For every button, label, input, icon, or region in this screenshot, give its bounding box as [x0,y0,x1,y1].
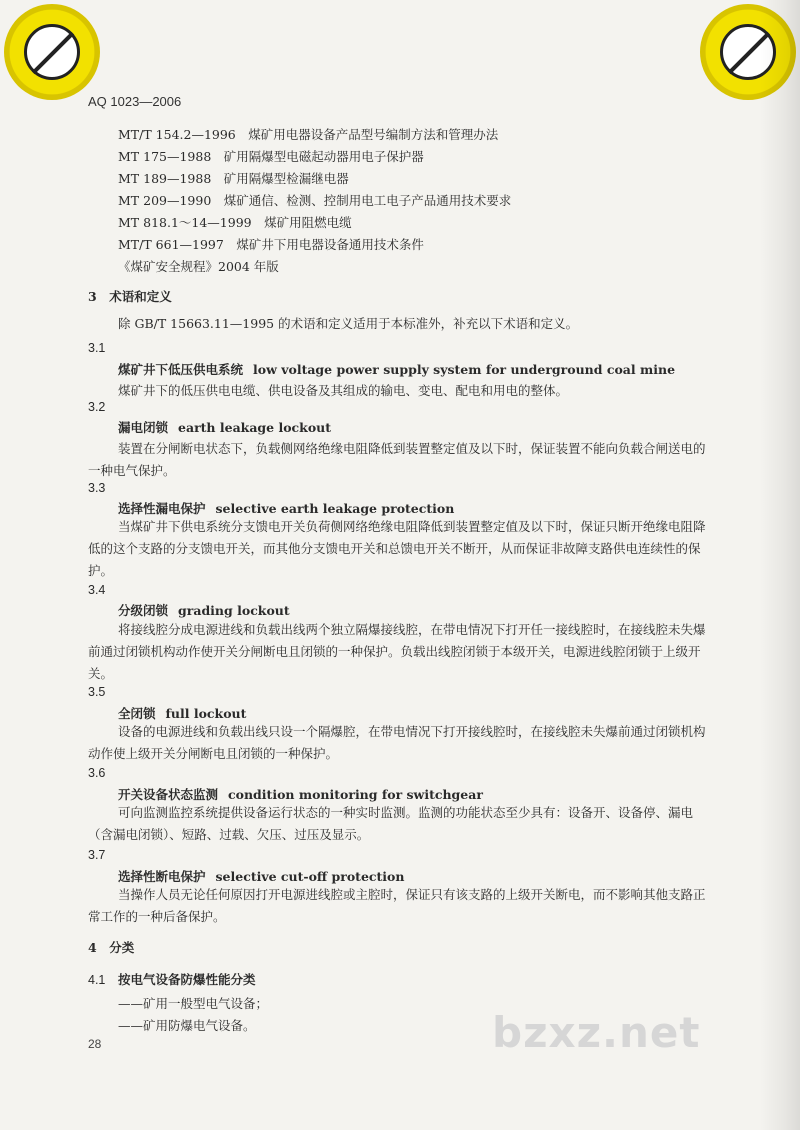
clause-number: 3.3 [88,481,106,495]
term-en: low voltage power supply system for underground coal mine [253,362,676,377]
clause-number: 3.6 [88,766,106,780]
no-entry-icon [24,24,80,80]
clause-number: 3.2 [88,400,106,414]
section-title: 3 术语和定义 [88,289,172,304]
page-edge-shadow [760,0,800,1130]
term-definition: 煤矿井下的低压供电电缆、供电设备及其组成的输电、变电、配电和用电的整体。 [118,383,569,398]
reference-item: MT/T 154.2—1996 煤矿用电器设备产品型号编制方法和管理办法 [118,127,499,142]
section-intro: 除 GB/T 15663.11—1995 的术语和定义适用于本标准外，补充以下术语和定义。 [118,316,579,331]
term-definition: 可向监测监控系统提供设备运行状态的一种实时监测。监测的功能状态至少具有：设备开、设备停、漏电（含漏电闭锁）、短路、过载、欠压、过压及显示。 [88,805,694,842]
reference-item: 《煤矿安全规程》2004 年版 [118,259,279,274]
document-header: AQ 1023—2006 [88,94,182,109]
clause-number: 3.1 [88,341,106,355]
clause-number: 3.7 [88,848,106,862]
term-cn: 选择性漏电保护 [118,501,206,516]
reference-item: MT 209—1990 煤矿通信、检测、控制用电工电子产品通用技术要求 [118,193,512,208]
list-item: ——矿用防爆电气设备。 [118,1018,256,1033]
term-cn: 开关设备状态监测 [118,787,219,802]
watermark: bzxz.net [492,1008,701,1057]
term-heading [118,362,675,378]
term-definition: 设备的电源进线和负载出线只设一个隔爆腔，在带电情况下打开接线腔时，在接线腔未失爆前通过闭锁机构动作使上级开关分闸断电且闭锁的一种保护。 [88,724,706,761]
term-definition: 当操作人员无论任何原因打开电源进线腔或主腔时，保证只有该支路的上级开关断电，而不影响其他支路正常工作的一种后备保护。 [88,887,706,924]
clause-number: 4.1 [88,973,106,987]
term-heading [118,420,331,436]
reference-item: MT 189—1988 矿用隔爆型检漏继电器 [118,171,349,186]
reference-item: MT 818.1～14—1999 煤矿用阻燃电缆 [118,215,352,230]
term-en: full lockout [165,706,247,721]
term-heading [118,501,454,517]
term-heading [118,787,483,803]
term-heading [118,869,404,885]
term-definition: 当煤矿井下供电系统分支馈电开关负荷侧网络绝缘电阻降低到装置整定值及以下时，保证只断开绝缘电阻降低的这个支路的分支馈电开关，而其他分支馈电开关和总馈电开关不断开，从而保证非故障支路供电连续性的保护。 [88,519,706,578]
pdf-xchange-badge-left[interactable] [4,4,100,100]
clause-number: 3.4 [88,583,106,597]
term-definition: 装置在分闸断电状态下，负载侧网络绝缘电阻降低到装置整定值及以下时，保证装置不能向负载合闸送电的一种电气保护。 [88,441,706,478]
term-en: selective earth leakage protection [215,501,455,516]
term-cn: 选择性断电保护 [118,869,206,884]
clause-number: 3.5 [88,685,106,699]
term-cn: 全闭锁 [118,706,156,721]
page-number: 28 [88,1037,102,1051]
section-title: 4 分类 [88,940,135,955]
term-en: selective cut-off protection [215,869,405,884]
term-heading [118,603,290,619]
term-cn: 煤矿井下低压供电系统 [118,362,244,377]
term-en: earth leakage lockout [178,420,332,435]
reference-item: MT/T 661—1997 煤矿井下用电器设备通用技术条件 [118,237,424,252]
term-cn: 分级闭锁 [118,603,169,618]
term-en: grading lockout [178,603,290,618]
term-heading [118,706,246,722]
term-en: condition monitoring for switchgear [228,787,483,802]
clause-title: 按电气设备防爆性能分类 [118,972,256,987]
reference-item: MT 175—1988 矿用隔爆型电磁起动器用电子保护器 [118,149,424,164]
term-cn: 漏电闭锁 [118,420,169,435]
list-item: ——矿用一般型电气设备； [118,996,269,1011]
term-definition: 将接线腔分成电源进线和负载出线两个独立隔爆接线腔，在带电情况下打开任一接线腔时，在接线腔未失爆前通过闭锁机构动作使开关分闸断电且闭锁的一种保护。负载出线腔闭锁于本级开关，电源进线腔闭锁于上级开关。 [88,622,706,681]
